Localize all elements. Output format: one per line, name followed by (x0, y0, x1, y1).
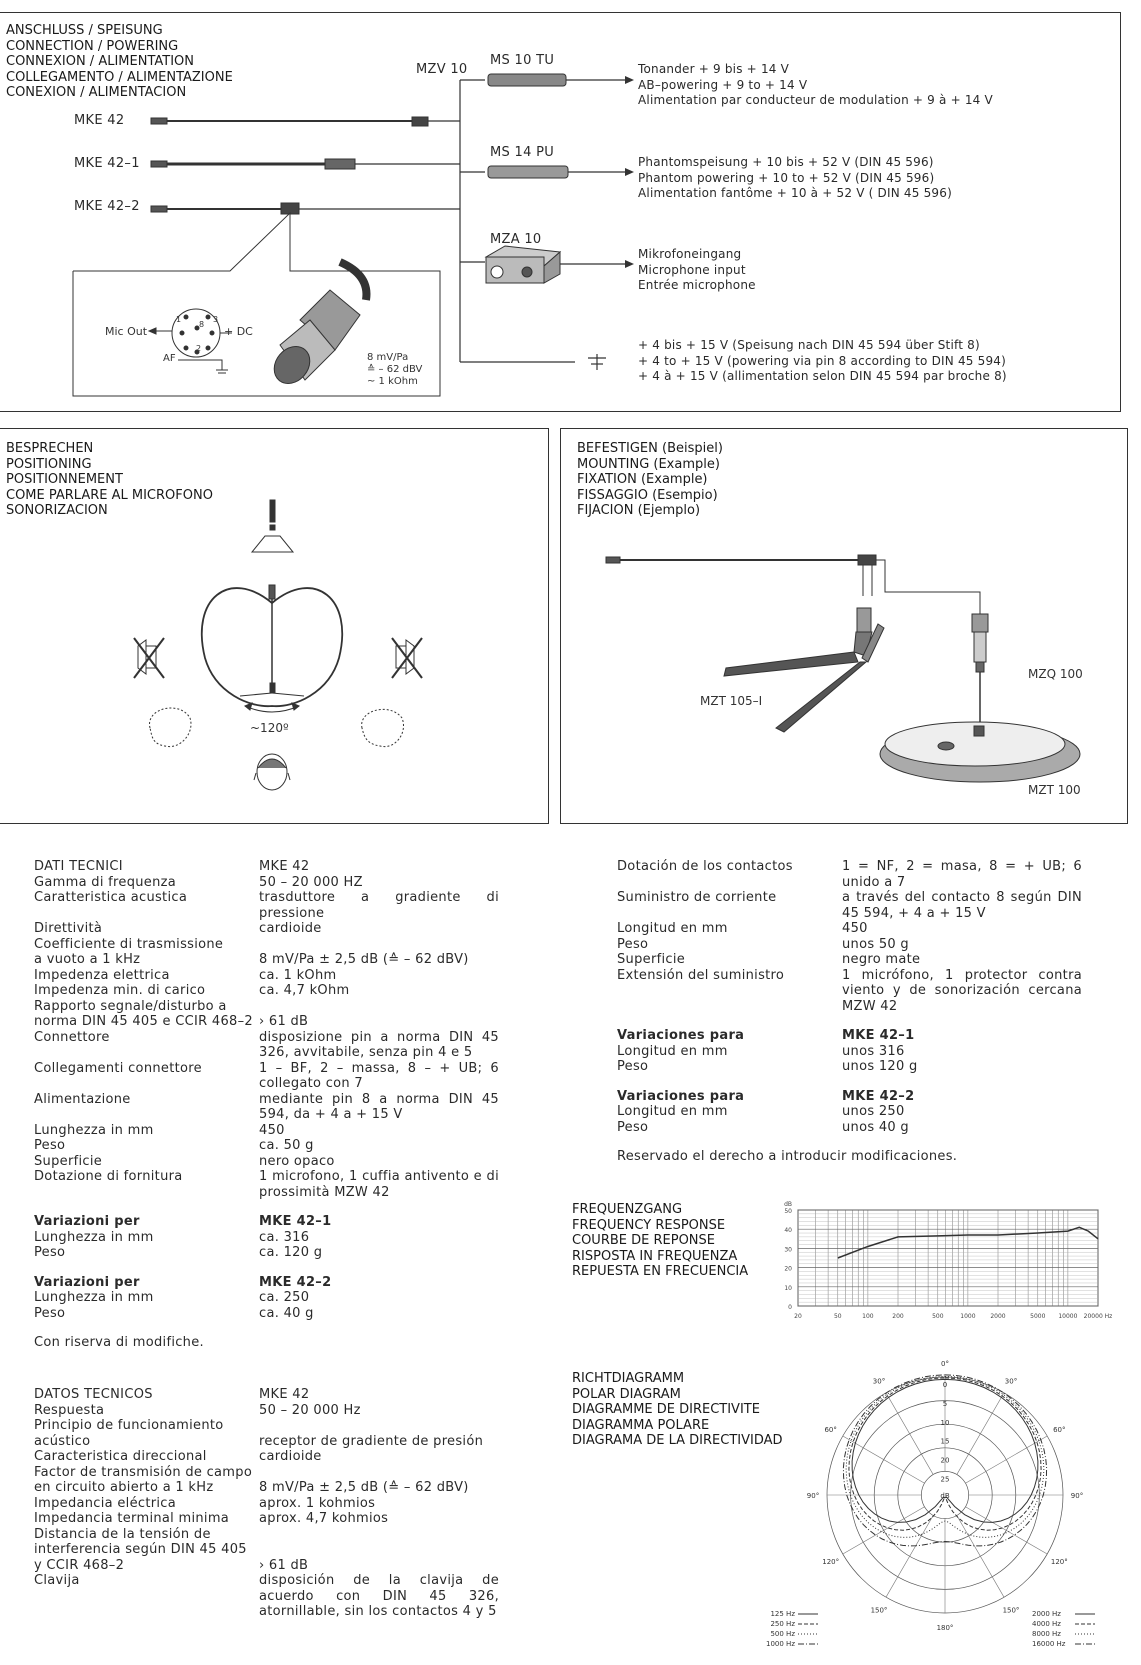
spec-value: unos 50 g (842, 936, 909, 952)
device-ms10tu: MS 10 TU (490, 53, 555, 68)
output-text-2: Phantomspeisung + 10 bis + 52 V (DIN 45 596) Phantom powering + 10 to + 52 V (DIN 45 596) Alimentation fantôme + 10 à + 52 V ( DIN 45 596) (638, 155, 952, 200)
spec-label: Caratteristica acustica (34, 890, 188, 905)
heading-line: CONEXION / ALIMENTACION (6, 85, 187, 100)
polar-angle-label: 30° (872, 1377, 886, 1386)
output-text-1: Tonander + 9 bis + 14 V AB–powering + 9 to + 14 V Alimentation par conducteur de modulation + 9 à + 14 V (638, 62, 993, 107)
datos-reserve: Reservado el derecho a introducir modificaciones. (617, 1149, 958, 1164)
polar-angle-label: 60° (824, 1426, 837, 1434)
spec-label: Respuesta (34, 1402, 105, 1418)
spec-label: Impedenza elettrica (34, 967, 170, 983)
pin-3: 3 (213, 315, 219, 324)
spec-value: disposición de la clavija de acuerdo con DIN 45 326, atornillable, sin los contactos 4 y 5 (259, 1573, 504, 1619)
heading-line: DIAGRAMME DE DIRECTIVITE (572, 1402, 760, 1417)
spec-label: Rapporto segnale/disturbo a norma DIN 45 405 e CCIR 468–2 (34, 998, 253, 1029)
heading-line: DIAGRAMA DE LA DIRECTIVIDAD (572, 1433, 783, 1448)
freq-plot-frame (798, 1210, 1098, 1306)
spec-value: aprox. 1 kohmios (259, 1495, 376, 1511)
polar-radial-label: 5 (942, 1399, 948, 1408)
mzt105-label: MZT 105–I (700, 694, 763, 708)
mounting-diagram (560, 428, 1128, 822)
spec-value: nero opaco (259, 1153, 335, 1169)
heading-line: RISPOSTA IN FREQUENZA (572, 1248, 738, 1264)
battery-symbol (588, 354, 606, 370)
mic-mke42-1-drawing (151, 159, 355, 169)
polar-angle-label: 120° (822, 1558, 840, 1566)
spec-value: 50 – 20 000 Hz (259, 1402, 361, 1418)
freq-xtick: 20 (794, 1313, 802, 1320)
datos-var1-model: MKE 42–1 (842, 1028, 915, 1043)
freq-ytick: 50 (784, 1208, 792, 1215)
pin-layout-drawing (149, 309, 232, 373)
mzv-label: MZV 10 (416, 62, 468, 77)
spec-value: ca. 1 kOhm (259, 967, 337, 983)
polar-angle-label: 90° (1070, 1492, 1084, 1500)
freq-ytick: 40 (784, 1227, 792, 1235)
datos-var2-value: unos 40 g (842, 1119, 909, 1135)
heading-line: POSITIONING (6, 456, 92, 472)
polar-legend-left: 125 Hz (770, 1610, 795, 1618)
heading-line: COLLEGAMENTO / ALIMENTAZIONE (6, 69, 233, 85)
connector-spec-2: ≙ – 62 dBV (367, 364, 423, 375)
dati-var2-label: Peso (34, 1305, 66, 1321)
spec-label: Principio de funcionamiento acústico (34, 1418, 224, 1449)
spec-value: 450 (842, 921, 868, 936)
plug-drawing (267, 262, 367, 391)
freq-xtick: 5000 (1030, 1313, 1046, 1320)
dati-reserve: Con riserva di modifiche. (34, 1335, 204, 1350)
positioning-diagram (0, 428, 548, 822)
mic-mke42-2-drawing (151, 203, 299, 214)
spec-row (34, 1030, 504, 1061)
heading-line: POLAR DIAGRAM (572, 1386, 681, 1402)
heading-line: FISSAGGIO (Esempio) (577, 487, 718, 503)
mic-label-1: MKE 42 (74, 113, 125, 128)
spec-row (617, 952, 1087, 968)
freq-ytick: 20 (784, 1265, 792, 1273)
frequency-response-chart (770, 1200, 1130, 1338)
spec-row (34, 1138, 504, 1154)
dati-var1-label: Peso (34, 1245, 66, 1260)
spec-label: Alimentazione (34, 1091, 131, 1107)
ms14pu-device (488, 166, 568, 178)
freq-xtick: 10000 (1058, 1313, 1078, 1320)
polar-legend-left: 1000 Hz (766, 1640, 795, 1648)
polar-headings (572, 1371, 783, 1449)
polar-angle-label: 0° (941, 1360, 949, 1368)
spec-row (34, 1154, 504, 1170)
angle-label: ~120º (250, 721, 289, 735)
dati-tecnici (34, 859, 504, 1351)
heading-line: BESPRECHEN (6, 441, 94, 456)
spec-value: mediante pin 8 a norma DIN 45 594, da + 4 a + 15 V (259, 1091, 504, 1122)
mzt105-stand (724, 608, 884, 732)
spec-value: ca. 50 g (259, 1138, 314, 1153)
spec-label: Connettore (34, 1029, 110, 1045)
mic-label-2: MKE 42–1 (74, 156, 140, 171)
spec-value: › 61 dB (259, 1557, 309, 1573)
polar-radial-label: 20 (940, 1456, 950, 1465)
spec-label: Suministro de corriente (617, 890, 777, 905)
spec-value: aprox. 4,7 kohmios (259, 1511, 389, 1526)
heading-line: ANSCHLUSS / SPEISUNG (6, 23, 163, 38)
dati-var1-label: Lunghezza in mm (34, 1229, 154, 1245)
spec-row (617, 921, 1087, 937)
dati-var1-value: ca. 120 g (259, 1245, 323, 1260)
spec-value: 1 = NF, 2 = masa, 8 = + UB; 6 unido a 7 (842, 859, 1087, 890)
polar-spoke (886, 1515, 933, 1597)
freq-xtick: 50 (833, 1313, 842, 1320)
spec-row (34, 1092, 504, 1123)
spec-label: Direttività (34, 921, 103, 936)
spec-value: 8 mV/Pa ± 2,5 dB (≙ – 62 dBV) (259, 1480, 469, 1495)
spec-row (34, 921, 504, 937)
spec-row (34, 1573, 504, 1620)
spec-value: 1 microfono, 1 cuffia antivento e di prossimità MZW 42 (259, 1169, 504, 1200)
heading-line: RICHTDIAGRAMM (572, 1371, 685, 1386)
spec-row (34, 1061, 504, 1092)
heading-line: BEFESTIGEN (Beispiel) (577, 441, 723, 456)
spec-label: Clavija (34, 1573, 80, 1588)
datos-var2-head: Variaciones para (617, 1088, 745, 1104)
heading-line: FREQUENCY RESPONSE (572, 1217, 726, 1233)
datos-var2-value: unos 250 (842, 1104, 905, 1119)
pin-2: 2 (196, 344, 202, 353)
spec-row (34, 999, 504, 1030)
spec-row (617, 968, 1087, 1015)
dati-model: MKE 42 (259, 859, 310, 874)
spec-label: Superficie (34, 1153, 103, 1169)
dati-var1-value: ca. 316 (259, 1229, 310, 1245)
mzt100-label: MZT 100 (1028, 783, 1081, 797)
spec-label: Peso (34, 1138, 66, 1153)
polar-radial-label: 10 (940, 1418, 950, 1427)
spec-row (34, 1123, 504, 1139)
datos-var2-model: MKE 42–2 (842, 1088, 915, 1104)
heading-line: POSITIONNEMENT (6, 472, 123, 487)
datos-tecnicos-cont (617, 859, 1087, 1165)
polar-angle-label: 180° (936, 1624, 954, 1632)
spec-row (617, 859, 1087, 890)
polar-spoke (957, 1515, 1004, 1597)
spec-value: cardioide (259, 1449, 322, 1464)
polar-legend-right: 16000 Hz (1032, 1640, 1066, 1648)
spec-label: Impedenza min. di carico (34, 983, 206, 998)
dc-label: + DC (224, 325, 253, 338)
spec-row (617, 890, 1087, 921)
spec-row (34, 1449, 504, 1465)
device-ms14pu: MS 14 PU (490, 145, 555, 160)
polar-spoke (843, 1507, 925, 1554)
dati-var2-model: MKE 42–2 (259, 1274, 332, 1290)
polar-angle-label: 30° (1004, 1377, 1018, 1386)
mic-out-label: Mic Out (105, 325, 148, 338)
spec-label: Caracteristica direccional (34, 1449, 207, 1464)
heading-line: COURBE DE REPONSE (572, 1233, 715, 1248)
spec-row (617, 937, 1087, 953)
polar-radial-label: dB (940, 1492, 950, 1500)
ms10tu-device (488, 74, 566, 86)
spec-row (34, 890, 504, 921)
spec-row (34, 1511, 504, 1527)
polar-legend-right: 8000 Hz (1032, 1630, 1061, 1638)
mzq100-clamp (972, 614, 988, 728)
spec-label: Coefficiente di trasmissione a vuoto a 1 kHz (34, 936, 224, 967)
freq-ytick: 30 (784, 1246, 792, 1254)
heading-line: COME PARLARE AL MICROFONO (6, 487, 213, 503)
spec-value: 1 – BF, 2 – massa, 8 – + UB; 6 collegato con 7 (259, 1060, 504, 1091)
freq-headings (572, 1202, 748, 1280)
spec-value: cardioide (259, 921, 322, 936)
polar-legend-left: 500 Hz (770, 1630, 795, 1638)
polar-angle-label: 150° (870, 1606, 888, 1615)
heading-line: DIAGRAMMA POLARE (572, 1417, 710, 1433)
spec-label: Distancia de la tensión de interferencia según DIN 45 405 y CCIR 468–2 (34, 1526, 247, 1573)
dati-var2-label: Lunghezza in mm (34, 1290, 154, 1305)
datos-var1-label: Peso (617, 1059, 649, 1074)
spec-value: › 61 dB (259, 1014, 309, 1029)
polar-angle-label: 90° (806, 1492, 820, 1500)
freq-ylabel: dB (784, 1201, 792, 1208)
polar-angle-label: 120° (1050, 1558, 1068, 1566)
spec-row (34, 937, 504, 968)
pin-8: 8 (199, 320, 205, 329)
datos-tecnicos (34, 1387, 504, 1620)
heading-line: CONNECTION / POWERING (6, 38, 179, 54)
af-label: AF (163, 353, 176, 364)
spec-label: Impedancia terminal minima (34, 1511, 230, 1526)
dati-var2-value: ca. 250 (259, 1290, 310, 1305)
spec-value: trasduttore a gradiente di pressione (259, 890, 504, 921)
spec-value: 450 (259, 1122, 285, 1138)
spec-row (34, 1418, 504, 1449)
heading-line: MOUNTING (Example) (577, 456, 720, 472)
polar-spoke (957, 1393, 1004, 1475)
spec-row (34, 983, 504, 999)
datos-model: MKE 42 (259, 1387, 310, 1402)
spec-row (34, 1465, 504, 1496)
output-text-3: Mikrofoneingang Microphone input Entrée microphone (638, 247, 756, 292)
spec-label: Extensión del suministro (617, 967, 785, 983)
spec-row (34, 875, 504, 891)
dati-var2-value: ca. 40 g (259, 1305, 314, 1321)
heading-line: SONORIZACION (6, 503, 108, 518)
heading-line: FREQUENZGANG (572, 1202, 683, 1217)
connector-spec-3: ~ 1 kOhm (367, 376, 418, 387)
mzq100-label: MZQ 100 (1028, 667, 1083, 681)
dati-var1-head: Variazioni per (34, 1214, 140, 1229)
dati-var1-model: MKE 42–1 (259, 1214, 332, 1229)
spec-label: Dotazione di fornitura (34, 1169, 183, 1184)
spec-label: Factor de transmisión de campo en circuito abierto a 1 kHz (34, 1464, 253, 1495)
datos-title: DATOS TECNICOS (34, 1387, 153, 1402)
spec-row (34, 1169, 504, 1200)
freq-xtick: 500 (932, 1313, 944, 1320)
polar-radial-label: 0 (942, 1381, 948, 1389)
freq-xtick: 20000 Hz (1083, 1313, 1113, 1320)
spec-label: Lunghezza in mm (34, 1122, 154, 1138)
connection-diagram (0, 0, 1141, 410)
heading-line: REPUESTA EN FRECUENCIA (572, 1264, 749, 1279)
datos-var1-label: Longitud en mm (617, 1043, 728, 1059)
polar-radial-label: 15 (940, 1437, 950, 1446)
spec-label: Dotación de los contactos (617, 859, 793, 874)
spec-label: Longitud en mm (617, 921, 728, 936)
mzt100-base (880, 722, 1080, 782)
polar-legend-left: 250 Hz (770, 1620, 795, 1628)
spec-value: disposizione pin a norma DIN 45 326, avvitabile, senza pin 4 e 5 (259, 1029, 504, 1060)
freq-xtick: 100 (862, 1313, 874, 1320)
polar-legend-right: 4000 Hz (1032, 1620, 1061, 1628)
datos-var1-value: unos 316 (842, 1043, 905, 1059)
polar-legend-right: 2000 Hz (1032, 1610, 1061, 1618)
spec-value: 8 mV/Pa ± 2,5 dB (≙ – 62 dBV) (259, 952, 469, 967)
datos-var2-label: Peso (617, 1119, 649, 1135)
connector-spec-1: 8 mV/Pa (367, 352, 409, 363)
polar-radial-label: 25 (940, 1475, 950, 1484)
spec-value: 1 micrófono, 1 protector contra viento y de sonorización cercana MZW 42 (842, 967, 1087, 1014)
polar-diagram-chart (766, 1360, 1140, 1658)
datos-var2-label: Longitud en mm (617, 1104, 728, 1119)
spec-value: 50 – 20 000 HZ (259, 874, 363, 890)
freq-ytick: 10 (784, 1284, 792, 1292)
mic-label-3: MKE 42–2 (74, 199, 140, 214)
dati-var2-head: Variazioni per (34, 1274, 140, 1290)
spec-label: Collegamenti connettore (34, 1060, 202, 1076)
spec-label: Gamma di frequenza (34, 874, 177, 890)
output-text-4: + 4 bis + 15 V (Speisung nach DIN 45 594 über Stift 8) + 4 to + 15 V (powering via pin 8 according to DIN 45 594) + 4 à + 15 V (allimentation selon DIN 45 594 par broche 8) (638, 338, 1007, 383)
device-mza10: MZA 10 (490, 232, 542, 247)
mic-mke42-drawing (151, 117, 428, 126)
spec-label: Superficie (617, 952, 686, 967)
mza10-device (486, 246, 560, 283)
polar-angle-label: 60° (1053, 1426, 1066, 1434)
spec-value: receptor de gradiente de presión (259, 1433, 484, 1449)
spec-value: negro mate (842, 952, 921, 967)
spec-value: ca. 4,7 kOhm (259, 983, 350, 998)
spec-row (34, 1496, 504, 1512)
spec-row (34, 1527, 504, 1574)
spec-row (34, 968, 504, 984)
polar-angle-label: 150° (1002, 1606, 1020, 1615)
freq-xtick: 1000 (960, 1313, 976, 1320)
spec-label: Peso (617, 936, 649, 952)
spec-value: a través del contacto 8 según DIN 45 594, + 4 a + 15 V (842, 890, 1087, 921)
spec-label: Impedancia eléctrica (34, 1495, 176, 1511)
pin-1: 1 (176, 315, 182, 324)
heading-line: CONNEXION / ALIMENTATION (6, 54, 194, 69)
spec-row (34, 1403, 504, 1419)
dati-title: DATI TECNICI (34, 859, 123, 874)
freq-ytick: 0 (788, 1304, 792, 1311)
heading-line: FIJACION (Ejemplo) (577, 503, 701, 518)
datos-var1-head: Variaciones para (617, 1028, 745, 1043)
freq-xtick: 2000 (990, 1313, 1006, 1320)
polar-spoke (886, 1393, 933, 1475)
heading-line: FIXATION (Example) (577, 472, 708, 487)
freq-xtick: 200 (892, 1313, 904, 1320)
datos-var1-value: unos 120 g (842, 1059, 918, 1074)
